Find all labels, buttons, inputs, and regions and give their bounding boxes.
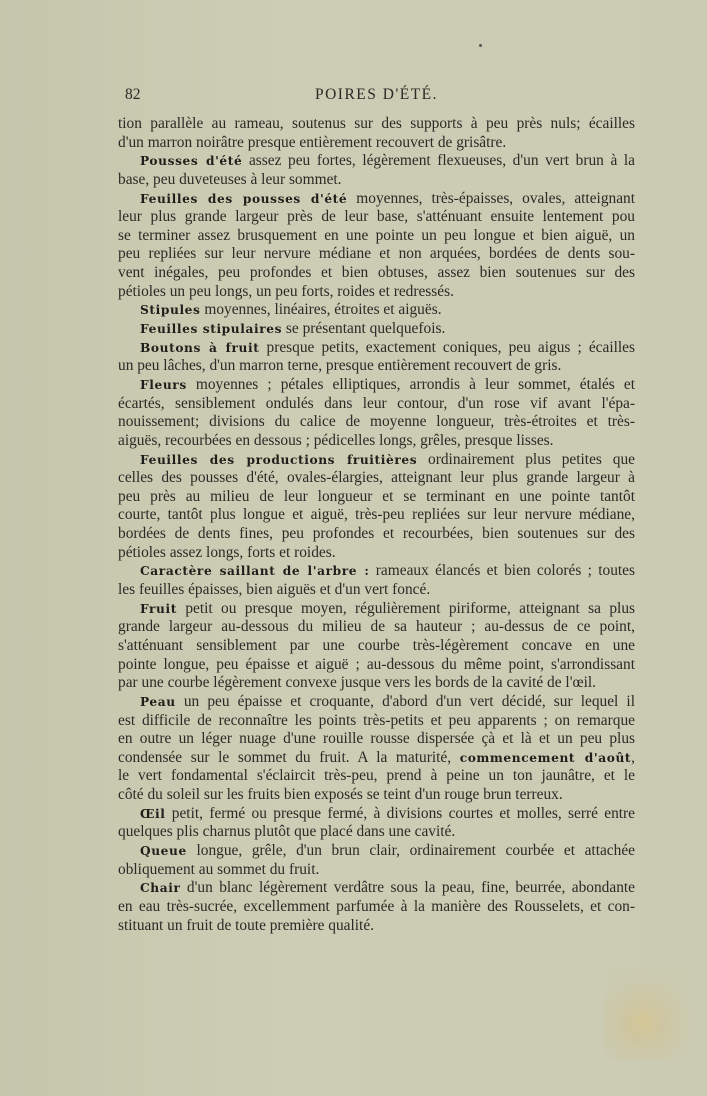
paragraph	[118, 562, 635, 599]
text-line: stituant un fruit de toute première qualité.	[118, 916, 375, 934]
text-line: par une courbe légèrement convexe jusque vers les bords de la cavité de l'œil.	[118, 674, 596, 692]
text-line: Œil petit, fermé ou presque fermé, à divisions courtes et molles, serré entre	[140, 804, 635, 822]
text-line: Fleurs moyennes ; pétales elliptiques, arrondis à leur sommet, étalés et	[140, 375, 635, 393]
text-line: pétioles un peu longs, un peu forts, roides et redressés.	[118, 282, 454, 300]
paragraph	[118, 376, 635, 451]
text-line: Feuilles des productions fruitières ordinairement plus petites que	[140, 450, 635, 468]
text-line: est difficile de reconnaître les points très-petits et peu apparents ; on remarque	[118, 711, 635, 729]
text-line: un peu lâches, d'un marron terne, presque entièrement recouvert de gris.	[118, 357, 562, 375]
text-line: courte, tantôt plus longue et aiguë, très-peu repliées sur leur nervure médiane,	[118, 506, 635, 524]
text-line: les feuilles épaisses, bien aiguës et d'un vert foncé.	[118, 581, 431, 599]
paragraph-heading: Œil	[140, 806, 166, 821]
inline-emphasis: commencement d'août	[459, 750, 632, 765]
running-title: POIRES D'ÉTÉ.	[314, 86, 439, 103]
paragraph-heading: Fleurs	[140, 377, 187, 392]
paragraph-heading: Fruit	[140, 601, 177, 616]
paragraph-heading: Pousses d'été	[140, 154, 243, 169]
text-line: écartés, sensiblement ondulés dans leur contour, d'un rose vif avant l'épa-	[118, 394, 635, 412]
text-line: le vert fondamental s'éclaircit très-peu, prend à peine un ton jaunâtre, et le	[118, 767, 635, 785]
paragraph	[118, 339, 635, 376]
ink-speck	[479, 44, 482, 47]
paragraph-heading: Boutons à fruit	[140, 340, 260, 355]
paragraph-heading: Feuilles des pousses d'été	[140, 191, 348, 206]
text-line: d'un marron noirâtre presque entièrement recouvert de grisâtre.	[118, 133, 507, 151]
paragraph	[118, 451, 635, 563]
text-line: Pousses d'été assez peu fortes, légèrement flexueuses, d'un vert brun à la	[140, 152, 635, 170]
paragraph	[118, 320, 635, 339]
paragraph	[118, 301, 635, 320]
paragraph-heading: Feuilles stipulaires	[140, 322, 283, 337]
text-line: s'atténuant sensiblement par une courbe très-légèrement concave en une	[118, 636, 635, 654]
paragraph-heading: Stipules	[140, 303, 201, 318]
text-line: Fruit petit ou presque moyen, régulièrement piriforme, atteignant sa plus	[140, 599, 635, 617]
text-line: Queue longue, grêle, d'un brun clair, ordinairement courbée et attachée	[140, 841, 635, 859]
text-line: pointe longue, peu épaisse et aiguë ; au-dessous du même point, s'arrondissant	[118, 655, 635, 673]
text-line: Caractère saillant de l'arbre : rameaux élancés et bien colorés ; toutes	[140, 562, 635, 580]
text-line: grande largeur au-dessous du milieu de sa hauteur ; au-dessus de ce point,	[118, 618, 635, 636]
text-line: Boutons à fruit presque petits, exactement coniques, peu aigus ; écailles	[140, 338, 635, 356]
text-line: peu repliées sur leur nervure médiane et non arquées, bordées de dents sou-	[118, 245, 635, 263]
text-line: aiguës, recourbées en dessous ; pédicelles longs, grêles, presque lisses.	[118, 431, 554, 449]
paragraph-heading: Feuilles des productions fruitières	[140, 452, 418, 467]
paragraph	[118, 600, 635, 693]
text-line: bordées de dents fines, peu profondes et recourbées, bien soutenues sur des	[118, 525, 635, 543]
text-line: en outre un léger nuage d'une rouille rousse dispersée çà et là et un peu plus	[118, 730, 635, 748]
text-line: Feuilles des pousses d'été moyennes, très-épaisses, ovales, atteignant	[140, 189, 636, 207]
paragraph	[118, 879, 635, 935]
text-line: base, peu duveteuses à leur sommet.	[118, 170, 342, 188]
paragraph	[118, 693, 635, 805]
text-line: côté du soleil sur les fruits bien exposés se teint d'un rouge brun terreux.	[118, 786, 563, 804]
text-line: tion parallèle au rameau, soutenus sur des supports à peu près nuls; écailles	[118, 115, 635, 132]
paragraph	[118, 842, 635, 879]
page-number: 82	[125, 86, 141, 103]
paragraph	[118, 805, 635, 842]
page-header	[118, 86, 635, 106]
paragraph-heading: Chair	[140, 881, 181, 896]
paragraph	[118, 152, 635, 189]
text-line: pétioles assez longs, forts et roides.	[118, 543, 336, 561]
text-line: se terminer assez brusquement en une pointe un peu longue et bien aiguë, un	[118, 226, 635, 244]
text-line: obliquement au sommet du fruit.	[118, 860, 320, 878]
paragraph	[118, 115, 635, 152]
text-line: nouissement; divisions du calice de moyenne longueur, très-étroites et très-	[118, 413, 635, 431]
text-line: Chair d'un blanc légèrement verdâtre sous la peau, fine, beurrée, abondante	[140, 879, 635, 897]
paragraph-heading: Caractère saillant de l'arbre :	[140, 564, 370, 579]
paragraph	[118, 190, 635, 302]
text-line: quelques plis charnus plutôt que placé dans une cavité.	[118, 823, 456, 841]
text-line: en eau très-sucrée, excellemment parfumée à la manière des Rousselets, et con-	[118, 897, 635, 915]
text-line: leur plus grande largeur près de leur base, s'atténuant ensuite lentement pou	[118, 208, 635, 226]
text-line: vent inégales, peu profondes et bien obtuses, assez bien soutenues sur des	[118, 264, 635, 282]
paragraph-heading: Peau	[140, 694, 176, 709]
text-line: Feuilles stipulaires se présentant quelquefois.	[140, 320, 446, 338]
text-line: condensée sur le sommet du fruit. A la maturité, commencement d'août,	[118, 748, 635, 766]
text-line: Stipules moyennes, linéaires, étroites et aiguës.	[140, 301, 442, 319]
text-line: celles des pousses d'été, ovales-élargies, atteignant leur plus grande largeur à	[118, 469, 635, 487]
text-line: Peau un peu épaisse et croquante, d'abord d'un vert décidé, sur lequel il	[140, 692, 635, 710]
page-body	[118, 115, 635, 935]
corner-image-fragment	[604, 968, 692, 1060]
paragraph-heading: Queue	[140, 843, 187, 858]
text-line: peu près au milieu de leur longueur et se terminant en une pointe tantôt	[118, 487, 635, 505]
